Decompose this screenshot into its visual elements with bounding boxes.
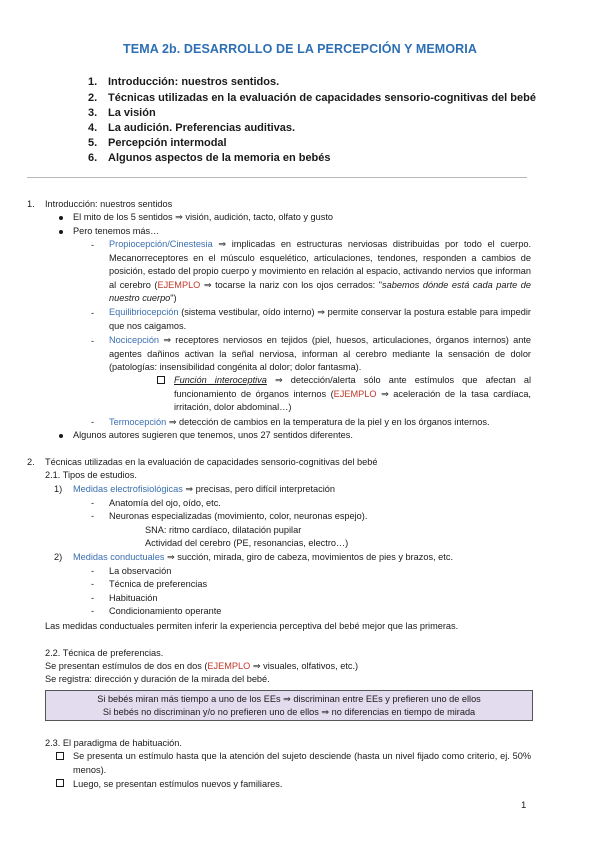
- paragraph-text: ⇒ detección de cambios en la temperatura de la piel y en los órganos internos.: [166, 417, 490, 427]
- checkbox-icon: [56, 779, 64, 787]
- toc-item: Algunos aspectos de la memoria en bebés: [108, 152, 331, 164]
- page-title: TEMA 2b. DESARROLLO DE LA PERCEPCIÓN Y MEMORIA: [123, 42, 477, 56]
- dash-marker: -: [91, 511, 95, 521]
- toc-number: 5.: [88, 137, 98, 149]
- list-item: Anatomía del ojo, oído, etc.: [109, 498, 221, 508]
- example-label: EJEMPLO: [157, 279, 201, 290]
- dash-marker: -: [91, 336, 95, 346]
- highlight-box: [45, 690, 533, 721]
- toc-number: 3.: [88, 107, 98, 119]
- term: Medidas electrofisiológicas: [73, 484, 183, 494]
- section-number: 1.: [27, 199, 35, 209]
- dash-marker: -: [91, 498, 95, 508]
- paragraph-text: ⇒ succión, mirada, giro de cabeza, movimientos de pies y brazos, etc.: [164, 552, 453, 562]
- section-heading: Técnicas utilizadas en la evaluación de capacidades sensorio-cognitivas del bebé: [45, 457, 378, 467]
- interoception-paragraph: [174, 374, 531, 415]
- list-item: Técnica de preferencias: [109, 579, 208, 589]
- dash-marker: -: [91, 566, 95, 576]
- dash-marker: -: [91, 606, 95, 616]
- paragraph-text: ⇒ precisas, pero difícil interpretación: [182, 484, 336, 494]
- preference-line: Se registra: dirección y duración de la mirada del bebé.: [45, 674, 270, 684]
- term: Termocepción: [109, 417, 167, 427]
- list-item: Neuronas especializadas (movimiento, color, neuronas espejo).: [109, 511, 368, 521]
- checkbox-icon: [56, 752, 64, 760]
- section-heading: Introducción: nuestros sentidos: [45, 199, 173, 209]
- paragraph-text: ⇒ aceleración de la tasa cardíaca, irritación, dolor abdominal…): [174, 388, 531, 412]
- checkbox-marker: [56, 778, 71, 791]
- list-item: SNA: ritmo cardíaco, dilatación pupilar: [145, 525, 302, 535]
- term: Equilibriocepción: [109, 307, 179, 317]
- habituation-text: Se presenta un estímulo hasta que la atención del sujeto desciende (hasta un nivel fijado como criterio, ej. 50% menos).: [73, 751, 531, 775]
- toc-item: Técnicas utilizadas en la evaluación de capacidades sensorio-cognitivas del bebé: [108, 92, 536, 104]
- thermoception-paragraph: [109, 416, 490, 429]
- measure-line: [73, 551, 453, 564]
- paragraph-text: ⇒ detección/alerta sólo ante estímulos que afectan al funcionamiento de órganos internos (: [174, 375, 531, 399]
- bullet: [59, 216, 63, 220]
- list-item: Condicionamiento operante: [109, 606, 222, 616]
- toc-item: Percepción intermodal: [108, 137, 227, 149]
- dash-marker: -: [91, 593, 95, 603]
- dash-marker: -: [91, 240, 95, 250]
- toc-number: 2.: [88, 92, 98, 104]
- paragraph-text: ⇒ implicadas en estructuras nerviosas distribuidas por todo el cuerpo. Mecanorreceptores en el músculo esquelético, articulaciones, tendones, responden a cambios de posición, estado del propio cuerpo y movimiento en relación al espacio, activando nervios que informan al cerebro (: [109, 239, 531, 290]
- toc-item: Introducción: nuestros sentidos.: [108, 76, 280, 88]
- paragraph-text: ⇒ visuales, olfativos, etc.): [250, 661, 359, 671]
- nociception-paragraph: [109, 334, 531, 375]
- box-line: Si bebés miran más tiempo a uno de los EEs ⇒ discriminan entre EEs y prefieren uno de ellos: [97, 694, 481, 704]
- page-number: 1: [521, 800, 527, 811]
- paragraph-text: "): [170, 293, 177, 303]
- measure-line: [73, 483, 335, 496]
- list-item: La observación: [109, 566, 172, 576]
- subsection-heading: 2.2. Técnica de preferencias.: [45, 648, 164, 658]
- habituation-text: Luego, se presentan estímulos nuevos y familiares.: [73, 779, 283, 789]
- bullet-text: El mito de los 5 sentidos ⇒ visión, audición, tacto, olfato y gusto: [73, 212, 333, 222]
- term: Nocicepción: [109, 335, 160, 345]
- paragraph-text: ⇒ tocarse la nariz con los ojos cerrados: ": [200, 279, 383, 290]
- dash-marker: -: [91, 579, 95, 589]
- conclusion-text: Las medidas conductuales permiten inferir la experiencia perceptiva del bebé mejor que las primeras.: [45, 621, 459, 631]
- list-item: Habituación: [109, 593, 158, 603]
- toc-number: 1.: [88, 76, 98, 88]
- subsection-heading: 2.3. El paradigma de habituación.: [45, 738, 182, 748]
- proprioception-paragraph: [109, 238, 531, 306]
- bullet: [59, 230, 63, 234]
- bullet: [59, 434, 63, 438]
- box-line: Si bebés no discriminan y/o no prefieren uno de ellos ⇒ no diferencias en tiempo de mirada: [102, 707, 476, 717]
- bullet-text: Algunos autores sugieren que tenemos, unos 27 sentidos diferentes.: [73, 430, 353, 440]
- list-item: Actividad del cerebro (PE, resonancias, electro…): [145, 538, 349, 548]
- toc-item: La visión: [108, 107, 156, 119]
- divider: [27, 177, 527, 178]
- checkbox-marker: [157, 375, 172, 388]
- example-label: EJEMPLO: [207, 661, 251, 671]
- list-number: 2): [54, 552, 63, 562]
- equilibrioception-paragraph: [109, 306, 531, 333]
- toc-number: 6.: [88, 152, 98, 164]
- example-label: EJEMPLO: [333, 388, 377, 399]
- dash-marker: -: [91, 417, 95, 427]
- toc-item: La audición. Preferencias auditivas.: [108, 122, 296, 134]
- checkbox-icon: [157, 376, 165, 384]
- preference-line: [45, 660, 358, 673]
- toc-number: 4.: [88, 122, 98, 134]
- paragraph-text: (sistema vestibular, oído interno) ⇒ permite conservar la postura estable para impedir que nos caigamos.: [109, 307, 531, 331]
- subsection-heading: 2.1. Tipos de estudios.: [45, 470, 137, 480]
- term: Medidas conductuales: [73, 552, 165, 562]
- list-number: 1): [54, 484, 63, 494]
- paragraph-text: ⇒ receptores nerviosos en tejidos (piel, huesos, articulaciones, órganos internos) ante agentes dañinos activan la señal nerviosa, informan al cerebro mediante la sensación de dolor (patologías: insensibilidad congénita al dolor; dolor fantasma).: [109, 335, 531, 372]
- term: Propiocepción/Cinestesia: [109, 239, 213, 249]
- paragraph-text: Se presentan estímulos de dos en dos (: [45, 661, 208, 671]
- dash-marker: -: [91, 308, 95, 318]
- term: Función interoceptiva: [174, 375, 267, 385]
- bullet-text: Pero tenemos más…: [73, 226, 160, 236]
- quote-text: sabemos dónde está cada parte de nuestro cuerpo: [109, 279, 531, 303]
- checkbox-marker: [56, 751, 71, 764]
- section-number: 2.: [27, 457, 35, 467]
